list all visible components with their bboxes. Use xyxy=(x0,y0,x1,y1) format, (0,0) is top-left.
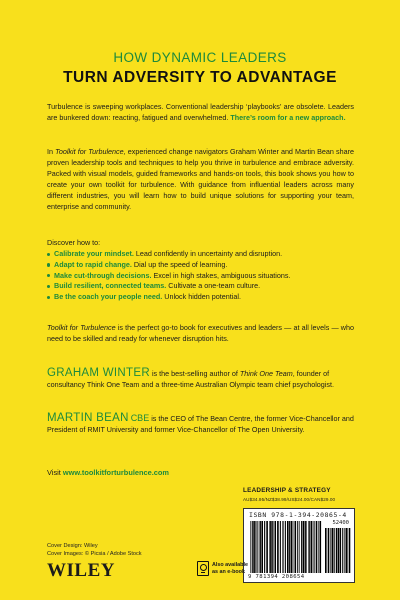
discover-item-lead: Be the coach your people need. xyxy=(54,292,163,302)
ebook-icon xyxy=(197,561,209,576)
bullet-dot-icon xyxy=(47,263,50,266)
price-code: 52400 xyxy=(332,520,349,526)
barcode-addon-bars xyxy=(325,528,351,573)
ebook-line-2: as an e-book xyxy=(212,569,245,575)
intro-text: Turbulence is sweeping workplaces. Conventional leadership ‘playbooks’ are obsolete. Leaders are bunkered down: reacting, fatigued and overwhelmed. xyxy=(47,102,354,122)
author-bio-text: is the best-selling author of xyxy=(151,369,238,378)
headline-line-1: HOW DYNAMIC LEADERS xyxy=(113,50,287,65)
cover-images-credit: Cover Images: © Picsia / Adobe Stock xyxy=(47,551,142,557)
discover-item-text: Lead confidently in uncertainty and disruption. xyxy=(135,249,283,258)
website-line xyxy=(47,468,169,477)
discover-item-text: Cultivate a one-team culture. xyxy=(168,281,261,291)
audience-text: is the perfect go-to book for executives and leaders — at all levels — who need to be skilled and ready for whenever disruption hits. xyxy=(47,323,354,343)
author-honorific: CBE xyxy=(130,413,150,423)
intro-paragraph xyxy=(47,101,354,123)
description-paragraph xyxy=(47,146,354,212)
author-name: MARTIN BEAN xyxy=(47,412,129,424)
description-book-title: Toolkit for Turbulence, xyxy=(55,147,126,156)
discover-item xyxy=(47,260,354,271)
discover-item-lead: Calibrate your mindset. xyxy=(54,249,134,258)
cover-design-credit: Cover Design: Wiley xyxy=(47,543,98,549)
bullet-dot-icon xyxy=(47,253,50,256)
barcode xyxy=(243,508,355,583)
bullet-dot-icon xyxy=(47,285,50,288)
category-label: LEADERSHIP & STRATEGY xyxy=(243,487,331,494)
discover-item-lead: Adapt to rapid change. xyxy=(54,259,132,269)
author-bio-graham-winter xyxy=(47,368,354,390)
discover-item xyxy=(47,292,354,303)
discover-item-text: Dial up the speed of learning. xyxy=(133,259,228,269)
author-book-title: Think One Team xyxy=(239,369,293,378)
discover-item xyxy=(47,271,354,282)
description-lead-in: In xyxy=(47,147,53,156)
publisher-logo: WILEY xyxy=(47,560,115,581)
website-link[interactable]: www.toolkitforturbulence.com xyxy=(62,468,169,477)
author-bio-martin-bean xyxy=(47,413,354,435)
author-bio-text-after: , founder of consultancy Think One Team and a three-time Australian Olympic team chief psychologist. xyxy=(47,369,334,389)
audience-paragraph xyxy=(47,322,354,344)
barcode-bars xyxy=(250,521,322,573)
bullet-dot-icon xyxy=(47,296,50,299)
ebook-availability xyxy=(212,562,248,576)
discover-item-lead: Build resilient, connected teams. xyxy=(54,281,167,291)
discover-item xyxy=(47,249,354,260)
barcode-digits: 9 781394 208654 xyxy=(248,574,305,580)
intro-highlight: There’s room for a new approach. xyxy=(230,113,346,122)
author-name: GRAHAM WINTER xyxy=(47,367,150,379)
cover-credits xyxy=(47,542,142,558)
price-list: AU$34.95/NZ$38.99/US$24.00/CAN$29.00 xyxy=(243,497,336,502)
bullet-dot-icon xyxy=(47,274,50,277)
discover-item-text: Unlock hidden potential. xyxy=(164,292,241,302)
discover-item xyxy=(47,281,354,292)
discover-heading: Discover how to: xyxy=(47,238,101,247)
description-text: experienced change navigators Graham Winter and Martin Bean share proven leadership tools and techniques to help you thrive in turbulence and embrace adversity. Packed with visual models, guided frameworks and hands-on tools, this book shows you how to create your own toolkit for turbulence. With guidance from influential leaders across many different industries, you will learn how to build unique solutions for supporting your team, enterprise and community. xyxy=(47,147,354,211)
headline-line-2: TURN ADVERSITY TO ADVANTAGE xyxy=(63,69,337,86)
discover-item-lead: Make cut-through decisions. xyxy=(54,270,152,280)
audience-book-title: Toolkit for Turbulence xyxy=(47,323,116,332)
ebook-line-1: Also available xyxy=(212,562,248,568)
discover-list xyxy=(47,249,354,303)
discover-item-text: Excel in high stakes, ambiguous situations. xyxy=(153,270,291,280)
visit-label: Visit xyxy=(47,468,61,477)
author-bio-text: is the CEO of The Bean Centre, the former Vice-Chancellor and President of RMIT University and former Vice-Chancellor of The Open University. xyxy=(47,414,354,434)
isbn-text: ISBN 978-1-394-20865-4 xyxy=(249,511,347,519)
